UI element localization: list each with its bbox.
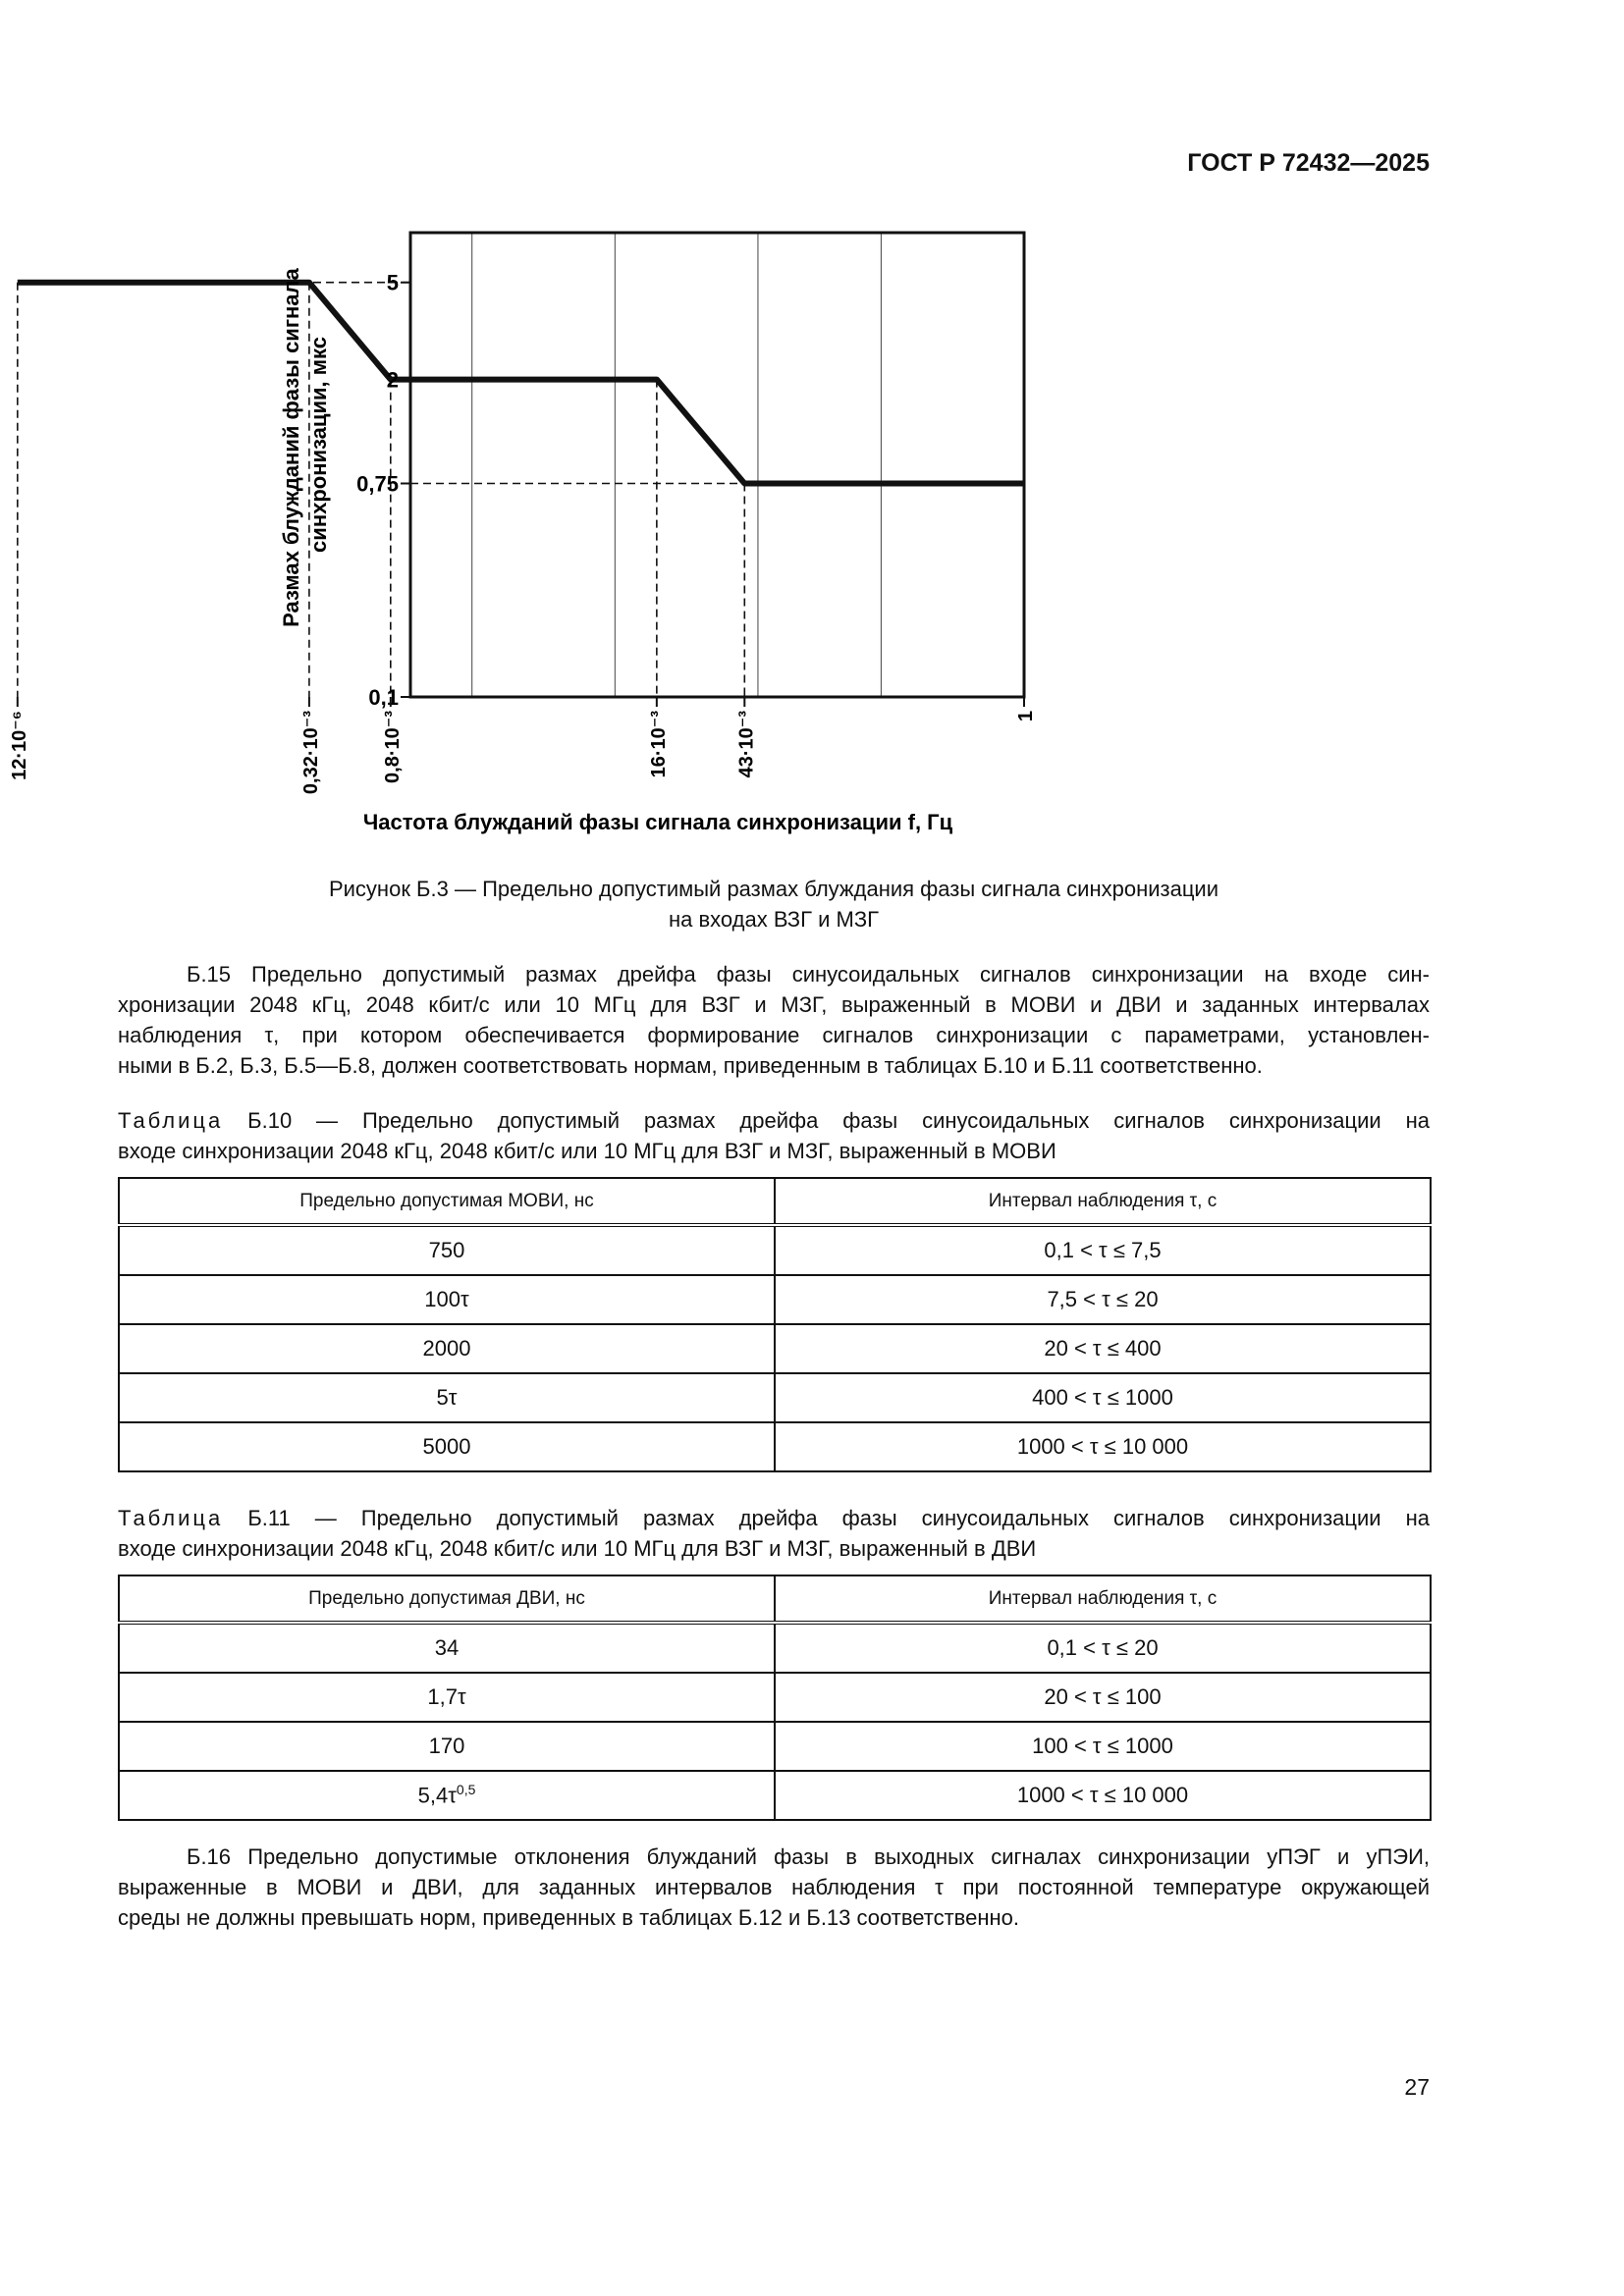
table-header-cell: Предельно допустимая МОВИ, нс — [119, 1178, 775, 1225]
table-b11 — [118, 1575, 1432, 1821]
x-tick-label: 43·10⁻³ — [735, 711, 758, 778]
paragraph-b16-line2: выраженные в МОВИ и ДВИ, для заданных интервалов наблюдения τ при постоянной температуре окружающей — [118, 1875, 1430, 1899]
chart-grid — [472, 233, 882, 697]
y-tick-label: 0,75 — [356, 471, 399, 497]
page-number: 27 — [1404, 2074, 1430, 2100]
figure-caption — [118, 874, 1430, 934]
table-cell: 0,1 < τ ≤ 7,5 — [775, 1225, 1431, 1275]
x-tick-label: 12·10⁻⁶ — [8, 711, 30, 780]
y-tick-label: 2 — [386, 367, 399, 393]
table10-caption-line2: входе синхронизации 2048 кГц, 2048 кбит/с или 10 МГц для ВЗГ и МЗГ, выраженный в МОВИ — [118, 1139, 1056, 1163]
table11-caption-word: Таблица — [118, 1506, 224, 1530]
y-tick-label: 5 — [386, 270, 399, 295]
paragraph-b15-line2: хронизации 2048 кГц, 2048 кбит/с или 10 МГц для ВЗГ и МЗГ, выраженный в МОВИ и ДВИ и заданных интервалах — [118, 992, 1430, 1017]
table-header-cell: Интервал наблюдения τ, с — [775, 1178, 1431, 1225]
table-header-cell: Интервал наблюдения τ, с — [775, 1575, 1431, 1623]
table-row — [119, 1673, 1431, 1722]
table-cell: 1,7τ — [119, 1673, 775, 1722]
table-cell: 7,5 < τ ≤ 20 — [775, 1275, 1431, 1324]
paragraph-b15-line1: Б.15 Предельно допустимый размах дрейфа фазы синусоидальных сигналов синхронизации на входе син- — [187, 962, 1430, 987]
table-header-cell: Предельно допустимая ДВИ, нс — [119, 1575, 775, 1623]
chart-guide-lines — [18, 283, 1024, 697]
table-cell-value: 5,4τ — [417, 1783, 457, 1808]
table-row — [119, 1225, 1431, 1275]
table-cell: 100 < τ ≤ 1000 — [775, 1722, 1431, 1771]
table-cell: 20 < τ ≤ 400 — [775, 1324, 1431, 1373]
table10-caption — [118, 1105, 1430, 1166]
paragraph-b15-line4: ными в Б.2, Б.3, Б.5—Б.8, должен соответствовать нормам, приведенным в таблицах Б.10 и Б.11 соответственно. — [118, 1053, 1263, 1078]
table-cell: 2000 — [119, 1324, 775, 1373]
paragraph-b16 — [118, 1842, 1430, 1933]
table10-caption-line1: Б.10 — Предельно допустимый размах дрейфа фазы синусоидальных сигналов синхронизации на — [247, 1108, 1430, 1133]
phase-wander-chart — [8, 216, 1276, 844]
table-cell: 750 — [119, 1225, 775, 1275]
table-row — [119, 1275, 1431, 1324]
table-cell: 100τ — [119, 1275, 775, 1324]
x-axis-ticks — [9, 697, 1037, 794]
table11-caption-line2: входе синхронизации 2048 кГц, 2048 кбит/с или 10 МГц для ВЗГ и МЗГ, выраженный в ДВИ — [118, 1536, 1037, 1561]
y-axis-ticks — [356, 271, 410, 710]
table-cell — [119, 1771, 775, 1820]
x-tick-label: 16·10⁻³ — [647, 711, 670, 778]
paragraph-b15-line3: наблюдения τ, при котором обеспечивается формирование сигналов синхронизации с параметрами, установлен- — [118, 1023, 1430, 1047]
x-tick-label: 0,32·10⁻³ — [299, 711, 322, 795]
table-row — [119, 1771, 1431, 1820]
paragraph-b16-line1: Б.16 Предельно допустимые отклонения блужданий фазы в выходных сигналах синхронизации уПЭГ и уПЭИ, — [187, 1844, 1430, 1869]
y-tick-label: 0,1 — [368, 685, 399, 710]
table-row — [119, 1722, 1431, 1771]
table-cell: 5000 — [119, 1422, 775, 1471]
table-row — [119, 1623, 1431, 1673]
table-cell: 400 < τ ≤ 1000 — [775, 1373, 1431, 1422]
table-row — [119, 1373, 1431, 1422]
paragraph-b15 — [118, 959, 1430, 1081]
chart-series — [18, 283, 1024, 484]
table-cell-exponent: 0,5 — [456, 1782, 476, 1798]
table-row — [119, 1422, 1431, 1471]
document-id: ГОСТ Р 72432—2025 — [1187, 149, 1430, 177]
x-axis-title: Частота блужданий фазы сигнала синхронизации f, Гц — [362, 810, 953, 834]
x-tick-label: 1 — [1015, 711, 1037, 722]
table-cell: 1000 < τ ≤ 10 000 — [775, 1422, 1431, 1471]
table-cell: 34 — [119, 1623, 775, 1673]
table-cell: 170 — [119, 1722, 775, 1771]
paragraph-b16-line3: среды не должны превышать норм, приведенных в таблицах Б.12 и Б.13 соответственно. — [118, 1905, 1019, 1930]
series-line — [18, 283, 1024, 484]
table10-caption-word: Таблица — [118, 1108, 224, 1133]
table-b10 — [118, 1177, 1432, 1472]
y-axis-title: Размах блужданий фазы сигнала синхронизации, мкс — [279, 268, 331, 627]
x-tick-label: 0,8·10⁻³ — [381, 711, 404, 783]
plot-frame — [410, 233, 1024, 697]
table-header-row — [119, 1178, 1431, 1225]
table-row — [119, 1324, 1431, 1373]
table-header-row — [119, 1575, 1431, 1623]
table-cell: 5τ — [119, 1373, 775, 1422]
table11-caption — [118, 1503, 1430, 1564]
figure-caption-line1: Рисунок Б.3 — Предельно допустимый размах блуждания фазы сигнала синхронизации — [328, 877, 1219, 901]
table-cell: 1000 < τ ≤ 10 000 — [775, 1771, 1431, 1820]
table-cell: 20 < τ ≤ 100 — [775, 1673, 1431, 1722]
table11-caption-line1: Б.11 — Предельно допустимый размах дрейфа фазы синусоидальных сигналов синхронизации на — [247, 1506, 1430, 1530]
table-cell: 0,1 < τ ≤ 20 — [775, 1623, 1431, 1673]
figure-caption-line2: на входах ВЗГ и МЗГ — [668, 907, 880, 932]
